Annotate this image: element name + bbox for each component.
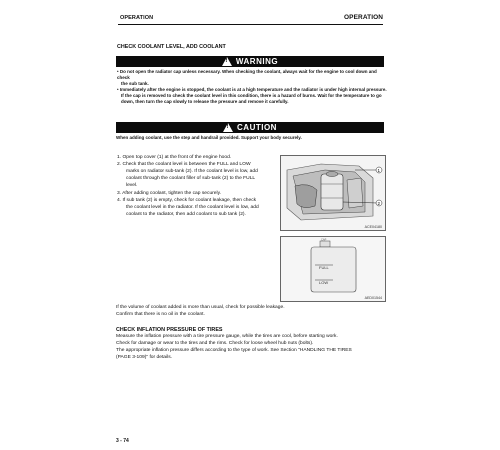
cap-mark: CAP	[321, 238, 327, 242]
header-rule	[118, 24, 383, 25]
sub-tank-drawing	[281, 237, 385, 301]
page-number: 3 - 74	[116, 438, 129, 444]
step-2-line-3: coolant through the coolant filler of sub-tank (2) to the FULL	[126, 176, 256, 181]
step-4-line-2: the coolant level in the radiator. If the coolant level is low, add	[126, 205, 259, 210]
caution-text: When adding coolant, use the step and handrail provided. Support your body securely.	[116, 135, 302, 140]
warning-bullet-1	[117, 69, 387, 105]
tires-line-3: The appropriate inflation pressure differs according to the type of work. See Section "HANDLING THE TIRES	[116, 348, 352, 353]
warning-bullet-2-line-1: Immediately after the engine is stopped, the coolant is at a high temperature and the radiator is under high internal pressure.	[119, 87, 387, 92]
callout-2: 2	[377, 200, 381, 206]
step-2-line-4: level.	[126, 183, 138, 188]
section-title-coolant: CHECK COOLANT LEVEL, ADD COOLANT	[117, 44, 226, 50]
warning-bullet-2-line-2: If the cap is removed to check the coolant level in this condition, there is a hazard of burns. Wait for the temperature to go	[121, 93, 382, 98]
bullet-icon: •	[117, 69, 120, 74]
tires-line-2: Check for damage or wear to the tires and the rims. Check for loose wheel hub nuts (bolts).	[116, 341, 314, 346]
engine-hood-illustration	[280, 155, 386, 231]
step-2-line-1: 2. Check that the coolant level is between the FULL and LOW	[117, 162, 251, 167]
warning-triangle-icon	[222, 57, 232, 66]
caution-triangle-icon	[223, 123, 233, 132]
bullet-icon: •	[117, 87, 120, 92]
warning-label: WARNING	[235, 57, 279, 66]
tires-line-1: Measure the inflation pressure with a tire pressure gauge, while the tires are cool, before starting work.	[116, 334, 338, 339]
engine-hood-drawing	[281, 156, 385, 230]
leakage-note: If the volume of coolant added is more than usual, check for possible leakage.	[116, 305, 285, 310]
header-left: OPERATION	[120, 15, 154, 21]
callout-1: 1	[377, 167, 381, 173]
caution-label: CAUTION	[237, 123, 277, 132]
figure-1-code: ACE04180	[364, 225, 382, 229]
step-4-line-3: coolant to the radiator, then add coolant to sub tank (2).	[126, 212, 246, 217]
step-1: 1. Open top cover (1) at the front of the engine hood.	[117, 155, 232, 160]
tires-line-4: (PAGE 3-109)" for details.	[116, 355, 173, 360]
section-title-tires: CHECK INFLATION PRESSURE OF TIRES	[116, 327, 223, 333]
step-2-line-2: marks on radiator sub-tank (2). If the coolant level is low, add	[126, 169, 258, 174]
warning-bullet-1-line-2: the sub tank.	[121, 81, 149, 86]
low-mark: LOW	[319, 280, 329, 285]
caution-banner	[116, 122, 384, 133]
full-mark: FULL	[319, 265, 329, 270]
warning-bullet-1-line-1: Do not open the radiator cap unless necessary. When checking the coolant, always wait for the engine to cool down and check	[117, 69, 377, 80]
step-4-line-1: 4. If sub tank (2) is empty, check for coolant leakage, then check	[117, 198, 257, 203]
warning-banner	[116, 56, 384, 67]
header-right: OPERATION	[344, 14, 384, 21]
oil-note: Confirm that there is no oil in the coolant.	[116, 312, 205, 317]
figure-2-code: AED01544	[364, 296, 382, 300]
step-3: 3. After adding coolant, tighten the cap securely.	[117, 191, 222, 196]
sub-tank-illustration	[280, 236, 386, 302]
warning-bullet-2-line-3: down, then turn the cap slowly to release the pressure and remove it carefully.	[121, 99, 289, 104]
